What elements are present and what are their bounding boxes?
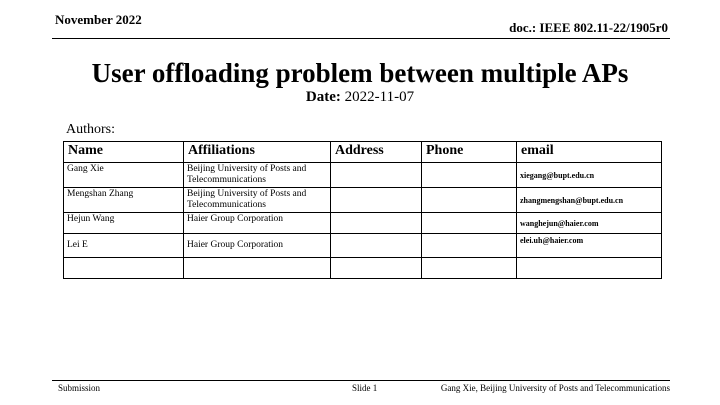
footer-author: Gang Xie, Beijing University of Posts and Telecommunications xyxy=(440,383,670,393)
cell-affiliation: Haier Group Corporation xyxy=(184,234,331,258)
cell-name: Gang Xie xyxy=(64,163,184,188)
table-row xyxy=(64,188,662,213)
cell-phone xyxy=(422,188,517,213)
header-affiliations: Affiliations xyxy=(184,142,331,163)
cell-email: elei.uh@haier.com xyxy=(517,234,662,258)
cell-affiliation xyxy=(184,258,331,279)
header-phone: Phone xyxy=(422,142,517,163)
cell-name: Mengshan Zhang xyxy=(64,188,184,213)
cell-email: wanghejun@haier.com xyxy=(517,213,662,234)
cell-address xyxy=(331,234,422,258)
date-line xyxy=(0,89,720,106)
date-value: 2022-11-07 xyxy=(344,89,415,105)
cell-address xyxy=(331,188,422,213)
table-row xyxy=(64,258,662,279)
footer-divider xyxy=(52,380,670,381)
cell-affiliation: Haier Group Corporation xyxy=(184,213,331,234)
cell-email: xiegang@bupt.edu.cn xyxy=(517,163,662,188)
cell-phone xyxy=(422,163,517,188)
header-address: Address xyxy=(331,142,422,163)
cell-name: Hejun Wang xyxy=(64,213,184,234)
authors-table xyxy=(63,141,662,279)
cell-address xyxy=(331,213,422,234)
cell-phone xyxy=(422,234,517,258)
cell-affiliation: Beijing University of Posts and Telecommunications xyxy=(184,188,331,213)
cell-email: zhangmengshan@bupt.edu.cn xyxy=(517,188,662,213)
header-name: Name xyxy=(64,142,184,163)
cell-affiliation: Beijing University of Posts and Telecommunications xyxy=(184,163,331,188)
cell-phone xyxy=(422,213,517,234)
cell-name: Lei E xyxy=(64,234,184,258)
cell-address xyxy=(331,258,422,279)
authors-label: Authors: xyxy=(66,122,115,137)
cell-phone xyxy=(422,258,517,279)
cell-email xyxy=(517,258,662,279)
date-label: Date: xyxy=(305,89,341,105)
header-date: November 2022 xyxy=(55,12,142,27)
header-doc-id: doc.: IEEE 802.11-22/1905r0 xyxy=(509,20,668,35)
footer-slide-number: Slide 1 xyxy=(352,383,378,393)
table-row xyxy=(64,234,662,258)
footer-submission: Submission xyxy=(58,383,101,393)
header-divider xyxy=(52,38,670,39)
cell-name xyxy=(64,258,184,279)
cell-address xyxy=(331,163,422,188)
table-row xyxy=(64,163,662,188)
slide-title: User offloading problem between multiple APs xyxy=(91,58,629,88)
table-row xyxy=(64,213,662,234)
header-email: email xyxy=(517,142,662,163)
table-header-row xyxy=(64,142,662,163)
